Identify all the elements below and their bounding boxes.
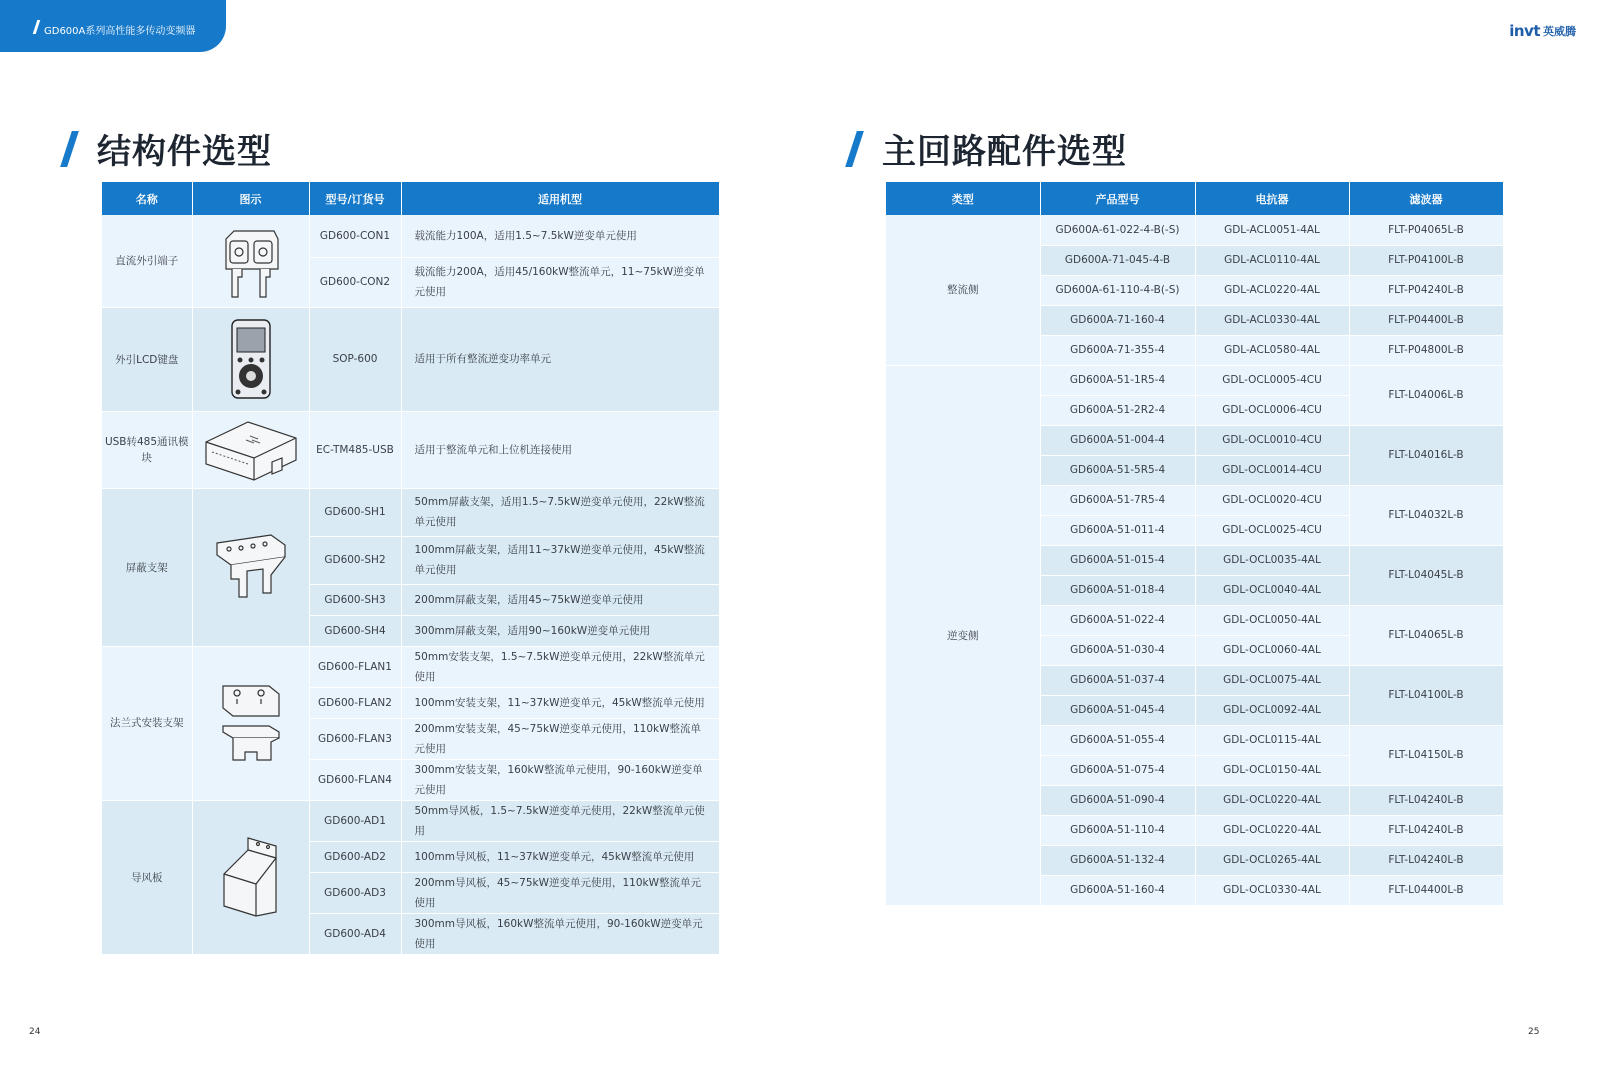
- table-row: [886, 215, 1503, 245]
- product-model: GD600A-51-045-4: [1040, 695, 1195, 725]
- dc-terminal-icon: [216, 221, 286, 301]
- reactor: GDL-OCL0025-4CU: [1195, 515, 1349, 545]
- product-model: GD600A-61-110-4-B(-S): [1040, 275, 1195, 305]
- applicable: 300mm安装支架，160kW整流单元使用，90-160kW逆变单元使用: [401, 759, 719, 800]
- product-model: GD600A-51-055-4: [1040, 725, 1195, 755]
- slash-mark: [33, 20, 41, 34]
- applicable: 200mm安装支架，45~75kW逆变单元使用，110kW整流单元使用: [401, 718, 719, 759]
- reactor: GDL-ACL0110-4AL: [1195, 245, 1349, 275]
- filter: FLT-L04065L-B: [1349, 605, 1503, 665]
- reactor: GDL-OCL0060-4AL: [1195, 635, 1349, 665]
- type-cell: 整流侧: [886, 215, 1040, 365]
- col-header: 类型: [886, 182, 1040, 215]
- filter: FLT-L04240L-B: [1349, 845, 1503, 875]
- filter: FLT-P04800L-B: [1349, 335, 1503, 365]
- product-model: GD600A-51-018-4: [1040, 575, 1195, 605]
- applicable: 200mm导风板，45~75kW逆变单元使用，110kW整流单元使用: [401, 872, 719, 913]
- model-no: GD600-CON1: [309, 215, 401, 257]
- table-header: [886, 182, 1503, 215]
- filter: FLT-L04400L-B: [1349, 875, 1503, 905]
- model-no: GD600-AD3: [309, 872, 401, 913]
- series-title: GD600A系列高性能多传动变频器: [44, 26, 196, 37]
- table-row: [886, 365, 1503, 395]
- item-name: 导风板: [102, 800, 192, 954]
- usb-module-icon: [202, 416, 300, 484]
- table-row: [102, 488, 719, 536]
- filter: FLT-P04400L-B: [1349, 305, 1503, 335]
- applicable: 100mm屏蔽支架，适用11~37kW逆变单元使用，45kW整流单元使用: [401, 536, 719, 584]
- model-no: GD600-AD1: [309, 800, 401, 841]
- right-section-title: [851, 124, 1127, 173]
- applicable: 50mm屏蔽支架，适用1.5~7.5kW逆变单元使用，22kW整流单元使用: [401, 488, 719, 536]
- table-row: [102, 411, 719, 488]
- shield-bracket-icon: [211, 531, 291, 603]
- product-model: GD600A-51-030-4: [1040, 635, 1195, 665]
- title-bar-icon: [845, 131, 864, 167]
- logo-cn: 英威腾: [1543, 25, 1576, 38]
- product-model: GD600A-51-5R5-4: [1040, 455, 1195, 485]
- model-no: EC-TM485-USB: [309, 411, 401, 488]
- product-model: GD600A-51-004-4: [1040, 425, 1195, 455]
- product-model: GD600A-71-160-4: [1040, 305, 1195, 335]
- filter: FLT-L04100L-B: [1349, 665, 1503, 725]
- item-name: 直流外引端子: [102, 215, 192, 307]
- logo-en: invt: [1509, 22, 1540, 40]
- reactor: GDL-OCL0115-4AL: [1195, 725, 1349, 755]
- product-model: GD600A-61-022-4-B(-S): [1040, 215, 1195, 245]
- applicable: 300mm屏蔽支架，适用90~160kW逆变单元使用: [401, 615, 719, 646]
- model-no: GD600-FLAN4: [309, 759, 401, 800]
- model-no: GD600-SH4: [309, 615, 401, 646]
- item-picture: [192, 646, 309, 800]
- model-no: GD600-FLAN2: [309, 687, 401, 718]
- applicable: 适用于整流单元和上位机连接使用: [401, 411, 719, 488]
- product-model: GD600A-51-037-4: [1040, 665, 1195, 695]
- applicable: 300mm导风板，160kW整流单元使用，90-160kW逆变单元使用: [401, 913, 719, 954]
- type-cell: 逆变侧: [886, 365, 1040, 905]
- product-model: GD600A-51-160-4: [1040, 875, 1195, 905]
- table-row: [102, 646, 719, 687]
- left-section-title: [66, 124, 272, 173]
- reactor: GDL-OCL0150-4AL: [1195, 755, 1349, 785]
- applicable: 载流能力200A，适用45/160kW整流单元，11~75kW逆变单元使用: [401, 257, 719, 307]
- table-row: [102, 800, 719, 841]
- col-header: 滤波器: [1349, 182, 1503, 215]
- applicable: 载流能力100A，适用1.5~7.5kW逆变单元使用: [401, 215, 719, 257]
- item-name: USB转485通讯模块: [102, 411, 192, 488]
- main-circuit-table: [886, 182, 1504, 906]
- filter: FLT-L04016L-B: [1349, 425, 1503, 485]
- reactor: GDL-OCL0220-4AL: [1195, 785, 1349, 815]
- col-header: 名称: [102, 182, 192, 215]
- col-header: 电抗器: [1195, 182, 1349, 215]
- reactor: GDL-OCL0020-4CU: [1195, 485, 1349, 515]
- item-picture: [192, 800, 309, 954]
- item-name: 屏蔽支架: [102, 488, 192, 646]
- model-no: GD600-SH3: [309, 584, 401, 615]
- left-title-text: 结构件选型: [97, 132, 272, 172]
- model-no: SOP-600: [309, 307, 401, 411]
- reactor: GDL-OCL0035-4AL: [1195, 545, 1349, 575]
- product-model: GD600A-51-090-4: [1040, 785, 1195, 815]
- col-header: 适用机型: [401, 182, 719, 215]
- reactor: GDL-ACL0330-4AL: [1195, 305, 1349, 335]
- product-model: GD600A-71-045-4-B: [1040, 245, 1195, 275]
- applicable: 100mm安装支架，11~37kW逆变单元，45kW整流单元使用: [401, 687, 719, 718]
- reactor: GDL-OCL0005-4CU: [1195, 365, 1349, 395]
- reactor: GDL-OCL0014-4CU: [1195, 455, 1349, 485]
- air-guide-icon: [218, 834, 284, 920]
- model-no: GD600-FLAN1: [309, 646, 401, 687]
- filter: FLT-L04006L-B: [1349, 365, 1503, 425]
- title-bar-icon: [60, 131, 79, 167]
- model-no: GD600-FLAN3: [309, 718, 401, 759]
- product-model: GD600A-51-110-4: [1040, 815, 1195, 845]
- header-banner: [0, 0, 226, 52]
- filter: FLT-L04045L-B: [1349, 545, 1503, 605]
- page-number-left: 24: [29, 1027, 41, 1037]
- item-picture: [192, 411, 309, 488]
- filter: FLT-P04065L-B: [1349, 215, 1503, 245]
- item-name: 法兰式安装支架: [102, 646, 192, 800]
- table-row: [102, 215, 719, 257]
- model-no: GD600-AD4: [309, 913, 401, 954]
- lcd-keypad-icon: [226, 318, 276, 400]
- reactor: GDL-OCL0050-4AL: [1195, 605, 1349, 635]
- col-header: 型号/订货号: [309, 182, 401, 215]
- reactor: GDL-OCL0040-4AL: [1195, 575, 1349, 605]
- applicable: 50mm安装支架，1.5~7.5kW逆变单元使用，22kW整流单元使用: [401, 646, 719, 687]
- filter: FLT-L04240L-B: [1349, 815, 1503, 845]
- item-picture: [192, 215, 309, 307]
- reactor: GDL-OCL0265-4AL: [1195, 845, 1349, 875]
- item-name: 外引LCD键盘: [102, 307, 192, 411]
- col-header: 图示: [192, 182, 309, 215]
- col-header: 产品型号: [1040, 182, 1195, 215]
- filter: FLT-P04100L-B: [1349, 245, 1503, 275]
- flange-bracket-icon: [215, 680, 287, 766]
- table-header: [102, 182, 719, 215]
- product-model: GD600A-51-011-4: [1040, 515, 1195, 545]
- brand-logo: [1509, 22, 1576, 40]
- model-no: GD600-CON2: [309, 257, 401, 307]
- product-model: GD600A-51-7R5-4: [1040, 485, 1195, 515]
- filter: FLT-L04150L-B: [1349, 725, 1503, 785]
- applicable: 适用于所有整流逆变功率单元: [401, 307, 719, 411]
- right-title-text: 主回路配件选型: [882, 132, 1127, 172]
- reactor: GDL-OCL0075-4AL: [1195, 665, 1349, 695]
- applicable: 50mm导风板，1.5~7.5kW逆变单元使用，22kW整流单元使用: [401, 800, 719, 841]
- reactor: GDL-ACL0220-4AL: [1195, 275, 1349, 305]
- structure-table: [102, 182, 720, 955]
- model-no: GD600-AD2: [309, 841, 401, 872]
- product-model: GD600A-51-022-4: [1040, 605, 1195, 635]
- product-model: GD600A-51-132-4: [1040, 845, 1195, 875]
- reactor: GDL-OCL0220-4AL: [1195, 815, 1349, 845]
- reactor: GDL-OCL0092-4AL: [1195, 695, 1349, 725]
- filter: FLT-L04032L-B: [1349, 485, 1503, 545]
- item-picture: [192, 307, 309, 411]
- page-number-right: 25: [1528, 1027, 1540, 1037]
- applicable: 200mm屏蔽支架，适用45~75kW逆变单元使用: [401, 584, 719, 615]
- product-model: GD600A-51-075-4: [1040, 755, 1195, 785]
- filter: FLT-P04240L-B: [1349, 275, 1503, 305]
- product-model: GD600A-51-1R5-4: [1040, 365, 1195, 395]
- model-no: GD600-SH2: [309, 536, 401, 584]
- reactor: GDL-OCL0006-4CU: [1195, 395, 1349, 425]
- product-model: GD600A-51-2R2-4: [1040, 395, 1195, 425]
- model-no: GD600-SH1: [309, 488, 401, 536]
- product-model: GD600A-71-355-4: [1040, 335, 1195, 365]
- reactor: GDL-ACL0580-4AL: [1195, 335, 1349, 365]
- product-model: GD600A-51-015-4: [1040, 545, 1195, 575]
- applicable: 100mm导风板，11~37kW逆变单元，45kW整流单元使用: [401, 841, 719, 872]
- reactor: GDL-OCL0010-4CU: [1195, 425, 1349, 455]
- reactor: GDL-OCL0330-4AL: [1195, 875, 1349, 905]
- table-row: [102, 307, 719, 411]
- item-picture: [192, 488, 309, 646]
- reactor: GDL-ACL0051-4AL: [1195, 215, 1349, 245]
- filter: FLT-L04240L-B: [1349, 785, 1503, 815]
